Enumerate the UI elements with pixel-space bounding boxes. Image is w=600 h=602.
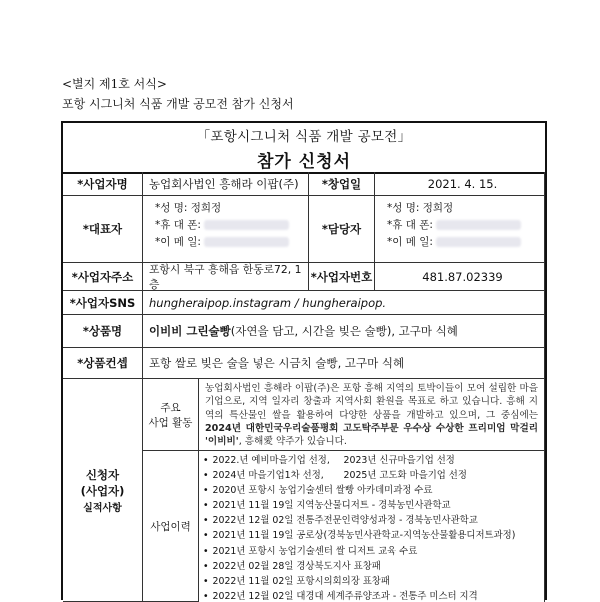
rep-phone-redacted (204, 220, 289, 230)
rep-name-value: 정희정 (190, 202, 222, 214)
representative-contact[interactable] (143, 196, 309, 263)
form-heading: 포항 시그니처 식품 개발 공모전 참가 신청서 (62, 97, 294, 111)
rep-name-label: *성 명: (155, 202, 188, 214)
founded-date-value[interactable]: 2021. 4. 15. (375, 172, 545, 196)
form-title: 참가 신청서 (256, 152, 352, 172)
address-value[interactable]: 포항시 북구 흥해읍 한동로72, 1층 (143, 263, 309, 291)
product-name-value[interactable] (143, 315, 545, 348)
form-number: <별지 제1호 서식> (62, 77, 167, 91)
sns-value[interactable]: hungheraipop.instagram / hungheraipop. (143, 291, 545, 315)
business-history-list (199, 451, 545, 602)
history-item: • 2022.년 예비마을기업 선정, 2023년 신규마을기업 선정 (203, 453, 544, 468)
founded-date-label: *창업일 (309, 172, 375, 196)
product-name-detail: (자연을 담고, 시간을 빚은 술빵), 고구마 식혜 (230, 324, 458, 338)
application-form (61, 121, 547, 600)
history-item: • 2022년 12월 02일 전통주전문인력양성과정 - 경북농민사관학교 (203, 513, 544, 528)
history-item: • 2021년 11월 19일 공로상(경북농민사관학교-지역농산물활용디저트과정) (203, 528, 544, 543)
business-number-label: *사업자번호 (309, 263, 375, 291)
mgr-phone-label: *휴 대 폰: (387, 219, 433, 231)
manager-contact[interactable] (375, 196, 545, 263)
mgr-email-label: *이 메 일: (387, 236, 433, 248)
main-activity-label-line2: 사업 활동 (148, 416, 193, 429)
main-activity-label-line1: 주요 (160, 401, 181, 414)
activity-text-part1: 농업회사법인 흥해라 이팝(주)은 포항 흥해 지역의 토박이들이 모여 설립한 마을기업으로, 지역 일자리 창출과 지역사회 환원을 목표로 하고 있습니다. 흥해 지역의 특산물인 쌀을 활용하여 다양한 상품을 개발하고 있으며, 그 중심에는 (205, 383, 538, 421)
rep-phone-label: *휴 대 폰: (155, 219, 201, 231)
mgr-name-value: 정희정 (422, 202, 454, 214)
form-subtitle: 「포항시그니처 식품 개발 공모전」 (196, 129, 412, 145)
applicant-label-line1: 신청자 (85, 467, 120, 482)
history-item: • 2021년 포항시 농업기술센터 쌀 디저트 교육 수료 (203, 544, 544, 559)
representative-label: *대표자 (63, 196, 143, 263)
mgr-name-label: *성 명: (387, 202, 420, 214)
sns-label: *사업자SNS (63, 291, 143, 315)
history-item: • 2022년 11월 02일 포항시의회의장 표창패 (203, 574, 544, 589)
product-concept-label: *상품컨셉 (63, 348, 143, 379)
rep-email-redacted (204, 237, 289, 247)
product-concept-value[interactable]: 포항 쌀로 빚은 술을 넣은 시금치 술빵, 고구마 식혜 (143, 348, 545, 379)
main-activity-label (143, 379, 199, 451)
company-name-label: *사업자명 (63, 172, 143, 196)
history-item: • 2021년 11월 19일 지역농산물디저트 - 경북농민사관학교 (203, 498, 544, 513)
main-activity-content[interactable] (199, 379, 545, 451)
applicant-label-line3: 실적사항 (83, 502, 122, 514)
history-item: • 2022년 02월 28일 경상북도지사 표창패 (203, 559, 544, 574)
mgr-phone-redacted (436, 220, 521, 230)
activity-text-highlight: 2024년 대한민국우리술품평회 고도탁주부문 우수상 수상한 프리미엄 막걸리 '이비비' (205, 422, 538, 448)
business-history-label: 사업이력 (143, 451, 199, 602)
history-item: • 2024년 마을기업1차 선정, 2025년 고도화 마을기업 선정 (203, 468, 544, 483)
product-name-main: 이비비 그린술빵 (149, 324, 231, 338)
applicant-record-label (63, 379, 143, 602)
form-title-block (63, 123, 545, 174)
address-label: *사업자주소 (63, 263, 143, 291)
history-item: • 2020년 포항시 농업기술센터 쌀빵 아카데미과정 수료 (203, 483, 544, 498)
activity-text-part2: , 흥해愛 약주가 있습니다. (238, 436, 347, 448)
company-name-value[interactable]: 농업회사법인 흥해라 이팝(주) (143, 172, 309, 196)
history-item: • 2022년 12월 02일 대경대 세계주류양조과 - 전통주 미스터 지격 (203, 589, 544, 602)
business-number-value[interactable]: 481.87.02339 (375, 263, 545, 291)
applicant-label-line2: (사업자) (80, 483, 125, 498)
mgr-email-redacted (436, 237, 521, 247)
product-name-label: *상품명 (63, 315, 143, 348)
manager-label: *담당자 (309, 196, 375, 263)
rep-email-label: *이 메 일: (155, 236, 201, 248)
